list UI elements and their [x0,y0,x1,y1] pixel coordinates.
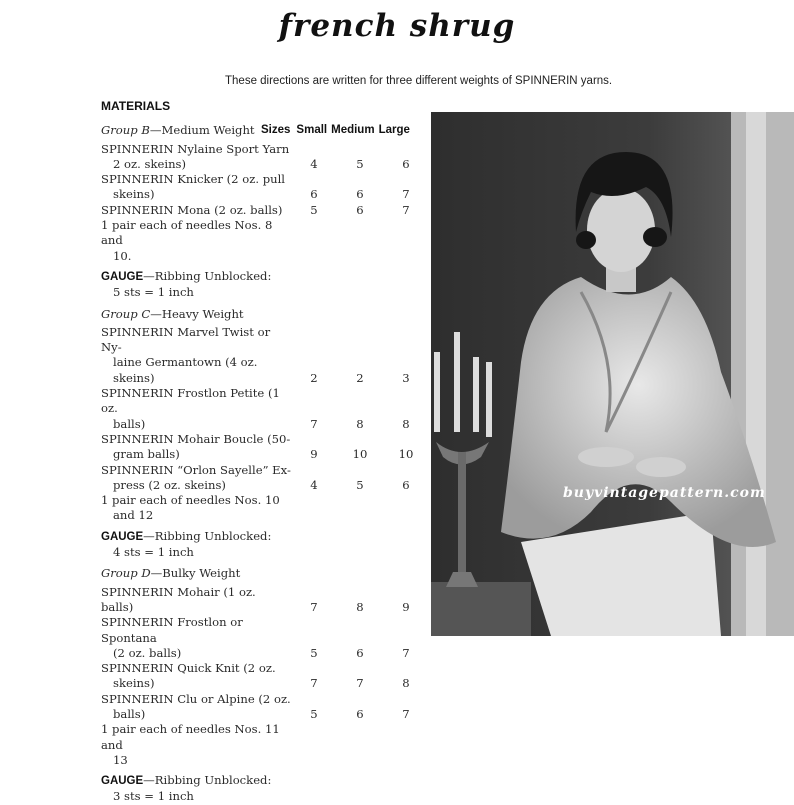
quantity-small: 5 [310,706,318,721]
group-weight: —Medium Weight [149,123,255,138]
quantity-small: 7 [310,599,318,614]
yarn-line: 1 pair each of needles Nos. 10 [101,493,280,508]
group-weight: —Heavy Weight [150,306,244,321]
yarn-row [101,463,431,494]
group-name-label: Group C [101,306,151,321]
yarn-line: and 12 [113,508,154,523]
quantity-medium: 2 [356,370,364,385]
gauge-line [101,529,431,545]
quantity-large: 6 [402,156,410,171]
group-header [101,307,431,322]
quantity-large: 7 [402,706,410,721]
yarn-row [101,585,431,616]
quantity-small: 4 [310,477,318,492]
yarn-description [101,463,291,494]
yarn-description [101,386,291,432]
quantity-large: 7 [402,187,410,202]
yarn-description [101,722,291,768]
quantity-medium: 5 [356,156,364,171]
yarn-line: press (2 oz. skeins) [113,477,226,492]
quantity-large: 3 [402,370,410,385]
group-name-label: Group D [101,566,151,581]
materials-heading: MATERIALS [101,99,171,113]
quantity-small: 7 [310,676,318,691]
yarn-description [101,432,291,463]
materials-section [101,99,431,805]
yarn-row [101,142,431,173]
group-name [101,123,261,138]
yarn-row [101,203,431,218]
yarn-line: SPINNERIN Mohair (1 oz. balls) [101,584,256,614]
gauge-text: —Ribbing Unblocked: [143,528,272,543]
gauge-value: 4 sts = 1 inch [113,545,194,560]
group-name-label: Group B [101,123,150,138]
yarn-row [101,692,431,723]
yarn-description [101,142,291,173]
yarn-description [101,172,291,203]
yarn-line: 2 oz. skeins) [113,156,187,171]
yarn-line: SPINNERIN Clu or Alpine (2 oz. [101,691,291,706]
yarn-line: gram balls) [113,447,180,462]
yarn-description [101,661,291,692]
page-title: french shrug [278,8,516,44]
material-group [101,123,431,300]
yarn-line: SPINNERIN Knicker (2 oz. pull [101,172,286,187]
watermark: buyvintagepattern.com [563,485,766,501]
yarn-line: SPINNERIN “Orlon Sayelle” Ex- [101,462,291,477]
size-column-header: Large [378,124,410,137]
quantity-large: 10 [398,447,414,462]
yarn-line: SPINNERIN Marvel Twist or Ny- [101,324,271,355]
yarn-description [101,203,291,218]
yarn-description [101,325,291,386]
yarn-row [101,432,431,463]
yarn-line: balls) [113,706,146,721]
quantity-small: 5 [310,202,318,217]
model-photo [431,112,794,636]
quantity-small: 7 [310,416,318,431]
quantity-large: 6 [402,477,410,492]
yarn-line: 13 [113,752,128,767]
sizes-label: Sizes [261,124,291,137]
group-weight: —Bulky Weight [150,566,241,581]
materials-groups [101,123,431,804]
quantity-medium: 7 [356,676,364,691]
yarn-row [101,325,431,386]
yarn-line: laine Germantown (4 oz. skeins) [113,355,258,385]
group-name [101,566,240,581]
quantity-small: 6 [310,187,318,202]
yarn-line: SPINNERIN Quick Knit (2 oz. [101,661,276,676]
material-group [101,566,431,804]
gauge-value: 3 sts = 1 inch [113,789,194,804]
subtitle: These directions are written for three different weights of SPINNERIN yarns. [225,75,613,87]
yarn-row [101,172,431,203]
group-header [101,566,431,581]
quantity-large: 8 [402,416,410,431]
yarn-line: 1 pair each of needles Nos. 8 and [101,218,273,248]
size-column-header: Medium [331,124,375,137]
quantity-small: 4 [310,156,318,171]
yarn-row [101,493,431,524]
quantity-medium: 8 [356,599,364,614]
gauge-text: —Ribbing Unblocked: [143,773,272,788]
gauge [101,529,431,561]
quantity-small: 5 [310,645,318,660]
quantity-medium: 6 [356,202,364,217]
quantity-large: 7 [402,645,410,660]
yarn-line: 1 pair each of needles Nos. 11 and [101,722,280,752]
yarn-description [101,493,291,524]
yarn-line: 10. [113,248,132,263]
yarn-line: SPINNERIN Nylaine Sport Yarn [101,141,290,156]
quantity-large: 8 [402,676,410,691]
yarn-description [101,692,291,723]
quantity-medium: 8 [356,416,364,431]
yarn-description [101,615,291,661]
quantity-large: 9 [402,599,410,614]
gauge-text: —Ribbing Unblocked: [143,268,272,283]
gauge-line [101,773,431,789]
quantity-medium: 6 [356,645,364,660]
yarn-line: skeins) [113,187,155,202]
gauge-label: GAUGE [101,530,144,543]
material-group [101,307,431,561]
yarn-description [101,218,291,264]
yarn-row [101,615,431,661]
gauge [101,773,431,805]
yarn-description [101,585,291,616]
gauge-label: GAUGE [101,270,144,283]
gauge-label: GAUGE [101,775,144,788]
quantity-small: 2 [310,370,318,385]
yarn-row [101,218,431,264]
gauge [101,269,431,301]
quantity-large: 7 [402,202,410,217]
group-name [101,307,244,322]
quantity-medium: 6 [356,706,364,721]
gauge-value: 5 sts = 1 inch [113,285,194,300]
quantity-small: 9 [310,447,318,462]
gauge-line [101,269,431,285]
quantity-medium: 6 [356,187,364,202]
yarn-line: SPINNERIN Mona (2 oz. balls) [101,202,283,217]
yarn-row [101,386,431,432]
size-column-header: Small [296,124,328,137]
yarn-row [101,661,431,692]
quantity-medium: 5 [356,477,364,492]
yarn-row [101,722,431,768]
yarn-line: balls) [113,416,146,431]
yarn-line: SPINNERIN Frostlon Petite (1 oz. [101,386,280,416]
group-header [101,123,431,138]
yarn-line: (2 oz. balls) [113,645,182,660]
yarn-line: skeins) [113,676,155,691]
yarn-line: SPINNERIN Mohair Boucle (50- [101,431,291,446]
quantity-medium: 10 [352,447,368,462]
yarn-line: SPINNERIN Frostlon or Spontana [101,615,243,645]
